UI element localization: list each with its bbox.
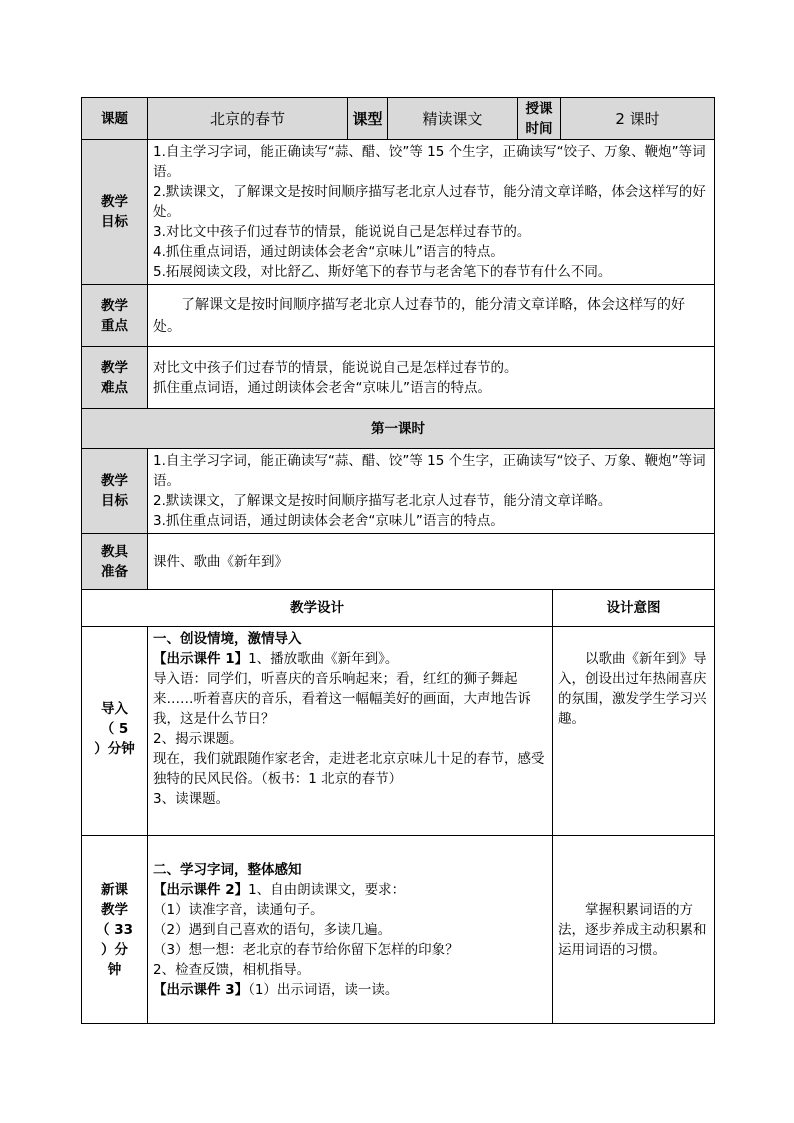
intent-column-header: 设计意图 [553, 590, 715, 627]
first-goals-content [148, 449, 715, 534]
time-label-line-2: 时间 [525, 120, 553, 137]
new-lesson-heading: 二、学习字词，整体感知 [153, 861, 302, 878]
difficulties-label: 教学 难点 [82, 347, 148, 409]
courseware-tag: 【出示课件 2】 [153, 881, 249, 898]
intro-heading: 一、创设情境，激情导入 [153, 631, 302, 647]
type-value: 精读课文 [388, 98, 518, 140]
first-goal-item: 3.抓住重点词语，通过朗读体会老舍“京味儿”语言的特点。 [153, 513, 504, 529]
type-label: 课型 [348, 98, 388, 140]
first-goals-label: 教学 目标 [82, 449, 148, 534]
time-value: 2 课时 [561, 98, 715, 140]
topic-label: 课题 [82, 98, 148, 140]
first-lesson-title: 第一课时 [82, 409, 715, 449]
new-lesson-label: 新课 教学 （ 33 ）分 钟 [82, 836, 148, 1024]
goal-item: 3.对比文中孩子们过春节的情景，能说说自己是怎样过春节的。 [153, 224, 531, 240]
goal-item: 2.默读课文，了解课文是按时间顺序描写老北京人过春节，能分清文章详略，体会这样写的好处。 [153, 184, 706, 220]
key-points-label: 教学 重点 [82, 285, 148, 347]
design-column-header: 教学设计 [82, 590, 553, 627]
courseware-tag: 【出示课件 1】 [153, 651, 249, 667]
topic-value: 北京的春节 [148, 98, 348, 140]
intro-row [82, 627, 715, 836]
first-goal-item: 2.默读课文，了解课文是按时间顺序描写老北京人过春节，能分清文章详略。 [153, 493, 612, 509]
first-lesson-goals-row [82, 449, 715, 534]
lesson-plan [81, 97, 715, 1024]
goal-item: 4.抓住重点词语，通过朗读体会老舍“京味儿”语言的特点。 [153, 244, 504, 260]
goals-label: 教学 目标 [82, 140, 148, 285]
goals-row [82, 140, 715, 285]
intro-content: 一、创设情境，激情导入 【出示课件 1】1、播放歌曲《新年到》。 导入语：同学们，听喜庆的音乐响起来；看，红红的狮子舞起来……听着喜庆的音乐，看着这一幅幅美好的画面，大声地告诉我，这是什么节日？ 2、揭示课题。 现在，我们就跟随作家老舍，走进老北京京味儿十足的春节，感受独特的民风民俗。（板书：1 北京的春节） 3、读课题。 [148, 627, 553, 836]
difficulty-item: 抓住重点词语，通过朗读体会老舍“京味儿”语言的特点。 [153, 379, 491, 396]
courseware-tag: 【出示课件 3】 [153, 981, 249, 998]
key-points-content: 了解课文是按时间顺序描写老北京人过春节的，能分清文章详略，体会这样写的好处。 [148, 285, 715, 347]
goal-item: 1.自主学习字词，能正确读写“蒜、醋、饺”等 15 个生字，正确读写“饺子、万象、鞭炮”等词语。 [153, 144, 706, 180]
tools-content: 课件、歌曲《新年到》 [148, 534, 715, 590]
difficulty-item: 对比文中孩子们过春节的情景，能说说自己是怎样过春节的。 [153, 359, 518, 376]
tools-label: 教具 准备 [82, 534, 148, 590]
time-label-line-1: 授课 [525, 100, 553, 117]
intro-label: 导入 （ 5 ）分钟 [82, 627, 148, 836]
design-header-row [82, 590, 715, 627]
difficulties-row [82, 347, 715, 409]
key-points-row [82, 285, 715, 347]
new-lesson-row [82, 836, 715, 1024]
difficulties-content [148, 347, 715, 409]
time-label [518, 98, 561, 140]
first-goal-item: 1.自主学习字词，能正确读写“蒜、醋、饺”等 15 个生字，正确读写“饺子、万象、鞭炮”等词语。 [153, 453, 706, 489]
tools-row [82, 534, 715, 590]
header-row [82, 98, 715, 140]
goal-item: 5.拓展阅读文段，对比舒乙、斯妤笔下的春节与老舍笔下的春节有什么不同。 [153, 264, 612, 280]
first-lesson-row [82, 409, 715, 449]
new-lesson-content: 二、学习字词，整体感知 【出示课件 2】1、自由朗读课文，要求： （1）读准字音，读通句子。 （2）遇到自己喜欢的语句，多读几遍。 （3）想一想：老北京的春节给你留下怎样的印象？ 2、检查反馈，相机指导。 【出示课件 3】（1）出示词语，读一读。 [148, 836, 553, 1024]
goals-content [148, 140, 715, 285]
intro-intent: 以歌曲《新年到》导入，创设出过年热闹喜庆的氛围，激发学生学习兴趣。 [553, 627, 715, 836]
new-lesson-intent: 掌握积累词语的方法，逐步养成主动积累和运用词语的习惯。 [553, 836, 715, 1024]
